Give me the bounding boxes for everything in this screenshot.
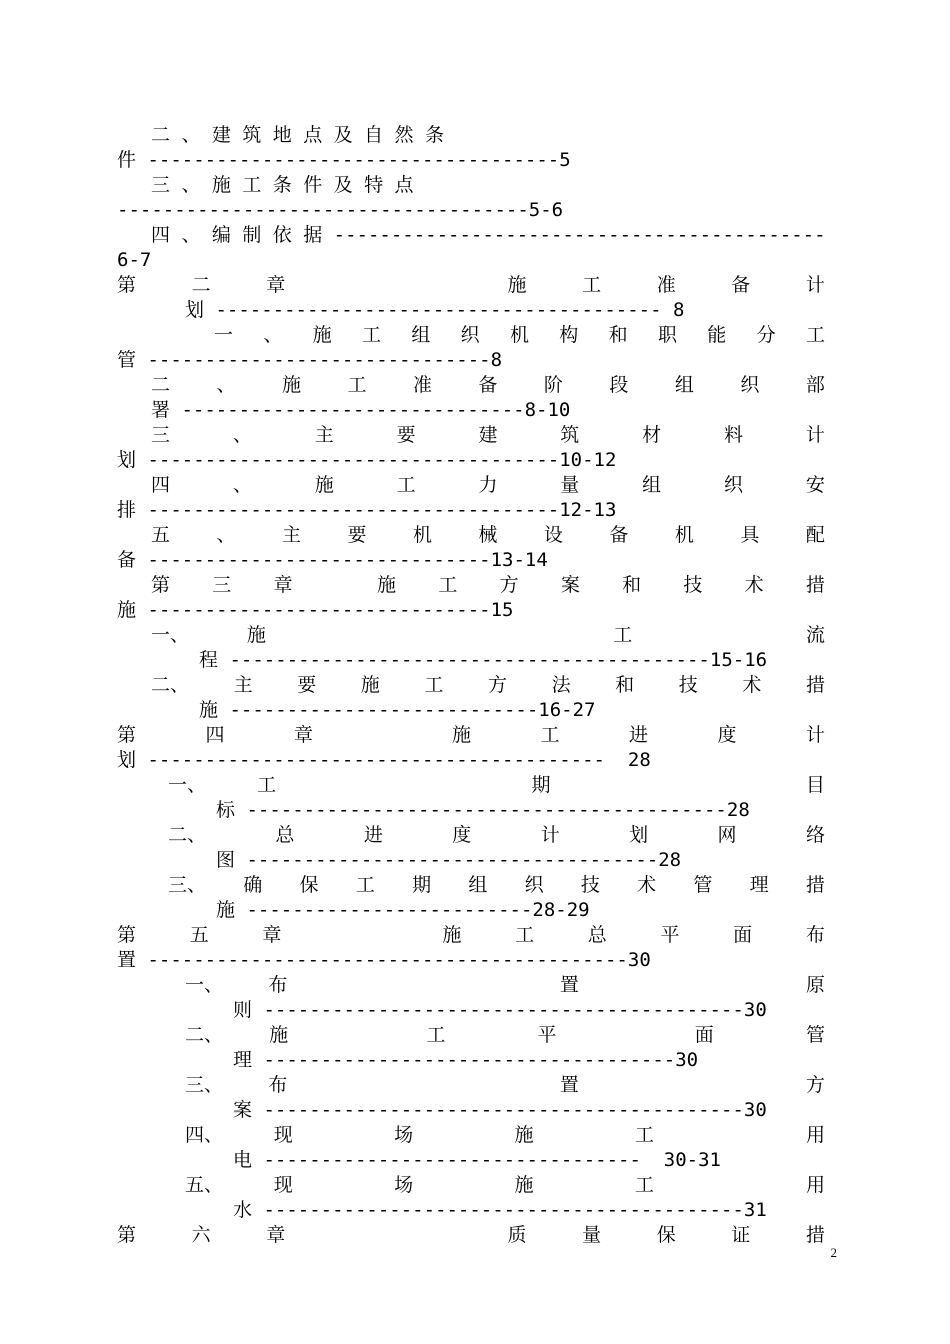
toc-token: 保: [299, 874, 319, 896]
toc-token: 、: [216, 374, 236, 396]
toc-token: 第: [117, 724, 137, 746]
toc-token: 术: [744, 574, 764, 596]
toc-token: 组: [411, 324, 431, 346]
toc-line: [151, 372, 825, 398]
toc-token: 工: [424, 674, 444, 696]
toc-token: 划: [629, 824, 649, 846]
toc-line: [151, 472, 825, 498]
toc-token: 备: [478, 374, 498, 396]
toc-token: 场: [394, 1124, 414, 1146]
toc-token: 料: [724, 424, 744, 446]
toc-token: 技: [678, 674, 698, 696]
toc-token: 工: [426, 1024, 446, 1046]
toc-token: 二、: [185, 1024, 224, 1046]
toc-line: 划 ---------------------------------------- 28: [117, 749, 651, 771]
toc-line: [151, 422, 825, 448]
toc-line: 排 ------------------------------------12-13: [117, 499, 617, 521]
toc-token: 备: [609, 524, 629, 546]
toc-token: 织: [724, 474, 744, 496]
toc-token: 计: [805, 724, 825, 746]
toc-line: 划 ------------------------------------10-12: [117, 449, 617, 471]
toc-token: 四: [205, 724, 225, 746]
toc-token: 质: [507, 1224, 527, 1246]
toc-token: 第: [117, 924, 137, 946]
toc-token: 械: [478, 524, 498, 546]
toc-token: 施: [269, 1024, 289, 1046]
toc-token: 案: [560, 574, 580, 596]
toc-token: 三: [212, 574, 232, 596]
toc-token: 段: [609, 374, 629, 396]
toc-token: 力: [478, 474, 498, 496]
toc-token: 要: [297, 674, 317, 696]
toc-token: 施: [507, 274, 527, 296]
toc-token: 场: [394, 1174, 414, 1196]
toc-token: 进: [363, 824, 383, 846]
toc-token: 措: [805, 674, 825, 696]
toc-token: 目: [805, 774, 825, 796]
toc-line: 二 、 建 筑 地 点 及 自 然 条: [151, 124, 444, 146]
toc-token: 一、: [151, 624, 190, 646]
toc-token: 织: [740, 374, 760, 396]
toc-token: 四: [151, 474, 171, 496]
toc-token: 工: [634, 1174, 654, 1196]
toc-token: 保: [656, 1224, 676, 1246]
toc-token: 确: [243, 874, 263, 896]
toc-token: 要: [347, 524, 367, 546]
toc-token: 措: [805, 574, 825, 596]
toc-token: 筑: [560, 424, 580, 446]
toc-token: 二、: [168, 824, 207, 846]
toc-token: 职: [657, 324, 677, 346]
toc-token: 施: [442, 924, 462, 946]
toc-token: 工: [396, 474, 416, 496]
toc-token: 工: [634, 1124, 654, 1146]
toc-token: 施: [314, 474, 334, 496]
toc-token: 第: [117, 1224, 137, 1246]
toc-token: 三、: [185, 1074, 224, 1096]
toc-token: 织: [524, 874, 544, 896]
toc-token: 五、: [185, 1174, 224, 1196]
toc-token: 章: [273, 574, 293, 596]
toc-token: 计: [805, 424, 825, 446]
toc-token: 第: [117, 274, 137, 296]
toc-token: 工: [438, 574, 458, 596]
toc-token: 量: [560, 474, 580, 496]
toc-token: 三: [151, 424, 171, 446]
toc-token: 量: [582, 1224, 602, 1246]
toc-line: 案 ------------------------------------------30: [233, 1099, 767, 1121]
toc-line: 理 ------------------------------------30: [233, 1049, 699, 1071]
toc-token: 组: [642, 474, 662, 496]
toc-token: 三、: [168, 874, 207, 896]
toc-token: 准: [656, 274, 676, 296]
toc-token: 措: [805, 874, 825, 896]
toc-token: 进: [628, 724, 648, 746]
toc-line: [151, 572, 825, 598]
toc-line: 施 ---------------------------16-27: [199, 699, 596, 721]
toc-token: 章: [262, 924, 282, 946]
toc-token: 施: [451, 724, 471, 746]
toc-token: 现: [273, 1174, 293, 1196]
toc-token: 方: [805, 1074, 825, 1096]
toc-line: [185, 1022, 825, 1048]
toc-token: 工: [515, 924, 535, 946]
toc-token: 机: [674, 524, 694, 546]
toc-token: 期: [531, 774, 551, 796]
toc-line: [151, 672, 825, 698]
toc-line: [151, 622, 825, 648]
toc-line: 水 ------------------------------------------31: [233, 1199, 767, 1221]
toc-line: [117, 722, 825, 748]
toc-token: 、: [263, 324, 283, 346]
toc-token: 主: [281, 524, 301, 546]
toc-token: 流: [805, 624, 825, 646]
toc-token: 用: [805, 1124, 825, 1146]
toc-token: 工: [540, 724, 560, 746]
toc-token: 置: [559, 974, 579, 996]
toc-line: 施 ------------------------------15: [117, 599, 514, 621]
toc-token: 技: [580, 874, 600, 896]
toc-token: 网: [717, 824, 737, 846]
toc-token: 用: [805, 1174, 825, 1196]
toc-token: 主: [314, 424, 334, 446]
toc-token: 施: [281, 374, 301, 396]
toc-token: 工: [361, 324, 381, 346]
toc-token: 工: [347, 374, 367, 396]
toc-token: 面: [733, 924, 753, 946]
toc-token: 施: [377, 574, 397, 596]
toc-token: 施: [312, 324, 332, 346]
toc-line: 备 ------------------------------13-14: [117, 549, 548, 571]
toc-token: 二、: [151, 674, 190, 696]
toc-token: 管: [693, 874, 713, 896]
toc-token: 措: [805, 1224, 825, 1246]
toc-line: [185, 1172, 825, 1198]
toc-token: 施: [514, 1174, 534, 1196]
toc-token: 方: [499, 574, 519, 596]
toc-token: 设: [543, 524, 563, 546]
toc-line: [117, 922, 825, 948]
toc-line: 划 --------------------------------------- 8: [185, 299, 685, 321]
toc-token: 具: [740, 524, 760, 546]
toc-token: 一: [214, 324, 234, 346]
toc-token: 总: [587, 924, 607, 946]
toc-token: 度: [717, 724, 737, 746]
toc-line: [185, 1122, 825, 1148]
toc-token: 要: [396, 424, 416, 446]
toc-token: 置: [559, 1074, 579, 1096]
toc-line: [214, 322, 825, 348]
toc-token: 、: [232, 424, 252, 446]
toc-token: 工: [582, 274, 602, 296]
toc-line: [117, 272, 825, 298]
toc-token: 布: [805, 924, 825, 946]
toc-token: 主: [233, 674, 253, 696]
toc-token: 络: [805, 824, 825, 846]
toc-token: 工: [257, 774, 277, 796]
toc-token: 机: [412, 524, 432, 546]
toc-line: 件 ------------------------------------5: [117, 149, 571, 171]
toc-token: 机: [509, 324, 529, 346]
toc-line: 署 ------------------------------8-10: [151, 399, 571, 421]
toc-token: 六: [191, 1224, 211, 1246]
toc-token: 工: [613, 624, 633, 646]
toc-token: 配: [805, 524, 825, 546]
toc-token: 计: [540, 824, 560, 846]
toc-token: 四、: [185, 1124, 224, 1146]
toc-token: 证: [731, 1224, 751, 1246]
toc-token: 总: [275, 824, 295, 846]
toc-line: 6-7: [117, 249, 152, 271]
toc-line: [168, 772, 825, 798]
toc-token: 五: [151, 524, 171, 546]
toc-token: 分: [756, 324, 776, 346]
toc-token: 章: [294, 724, 314, 746]
toc-token: 平: [660, 924, 680, 946]
toc-token: 备: [731, 274, 751, 296]
toc-token: 组: [674, 374, 694, 396]
toc-token: 理: [749, 874, 769, 896]
toc-token: 布: [268, 1074, 288, 1096]
toc-token: 管: [805, 1024, 825, 1046]
toc-line: [168, 822, 825, 848]
toc-token: 阶: [543, 374, 563, 396]
toc-token: 织: [460, 324, 480, 346]
toc-token: 现: [273, 1124, 293, 1146]
toc-line: [185, 972, 825, 998]
toc-line: 施 -------------------------28-29: [216, 899, 590, 921]
toc-token: 面: [694, 1024, 714, 1046]
toc-token: 施: [360, 674, 380, 696]
toc-token: 法: [551, 674, 571, 696]
toc-token: 度: [452, 824, 472, 846]
toc-token: 二: [191, 274, 211, 296]
toc-token: 、: [216, 524, 236, 546]
toc-token: 布: [268, 974, 288, 996]
toc-token: 施: [246, 624, 266, 646]
toc-line: 三 、 施 工 条 件 及 特 点: [151, 174, 414, 196]
toc-line: 置 ------------------------------------------30: [117, 949, 651, 971]
toc-token: 计: [805, 274, 825, 296]
toc-token: 章: [266, 1224, 286, 1246]
toc-token: 组: [468, 874, 488, 896]
toc-token: 术: [742, 674, 762, 696]
toc-token: 和: [622, 574, 642, 596]
toc-token: 安: [805, 474, 825, 496]
toc-token: 五: [189, 924, 209, 946]
toc-line: [151, 522, 825, 548]
toc-line: [117, 1222, 825, 1248]
toc-token: 第: [151, 574, 171, 596]
toc-token: 准: [412, 374, 432, 396]
toc-token: 术: [637, 874, 657, 896]
toc-line: [168, 872, 825, 898]
toc-token: 、: [232, 474, 252, 496]
toc-line: ------------------------------------5-6: [117, 199, 564, 221]
toc-line: 程 ------------------------------------------15-16: [199, 649, 768, 671]
toc-line: 图 ------------------------------------28: [216, 849, 682, 871]
toc-line: 电 --------------------------------- 30-31: [233, 1149, 721, 1171]
toc-token: 原: [805, 974, 825, 996]
toc-token: 建: [478, 424, 498, 446]
toc-line: 四 、 编 制 依 据 -------------------------------------------: [151, 224, 826, 246]
toc-token: 二: [151, 374, 171, 396]
toc-token: 平: [537, 1024, 557, 1046]
toc-token: 和: [615, 674, 635, 696]
page-number: 2: [830, 1245, 837, 1260]
toc-token: 部: [805, 374, 825, 396]
toc-token: 材: [642, 424, 662, 446]
toc-token: 期: [412, 874, 432, 896]
toc-token: 技: [683, 574, 703, 596]
toc-token: 构: [559, 324, 579, 346]
toc-token: 能: [707, 324, 727, 346]
toc-token: 一、: [168, 774, 207, 796]
toc-token: 工: [355, 874, 375, 896]
toc-token: 方: [487, 674, 507, 696]
toc-token: 和: [608, 324, 628, 346]
toc-line: [185, 1072, 825, 1098]
toc-token: 施: [514, 1124, 534, 1146]
toc-line: 则 ------------------------------------------30: [233, 999, 767, 1021]
toc-token: 章: [266, 274, 286, 296]
toc-token: 一、: [185, 974, 224, 996]
toc-line: 标 ------------------------------------------28: [216, 799, 750, 821]
toc-line: 管 ------------------------------8: [117, 349, 503, 371]
toc-token: 工: [805, 324, 825, 346]
